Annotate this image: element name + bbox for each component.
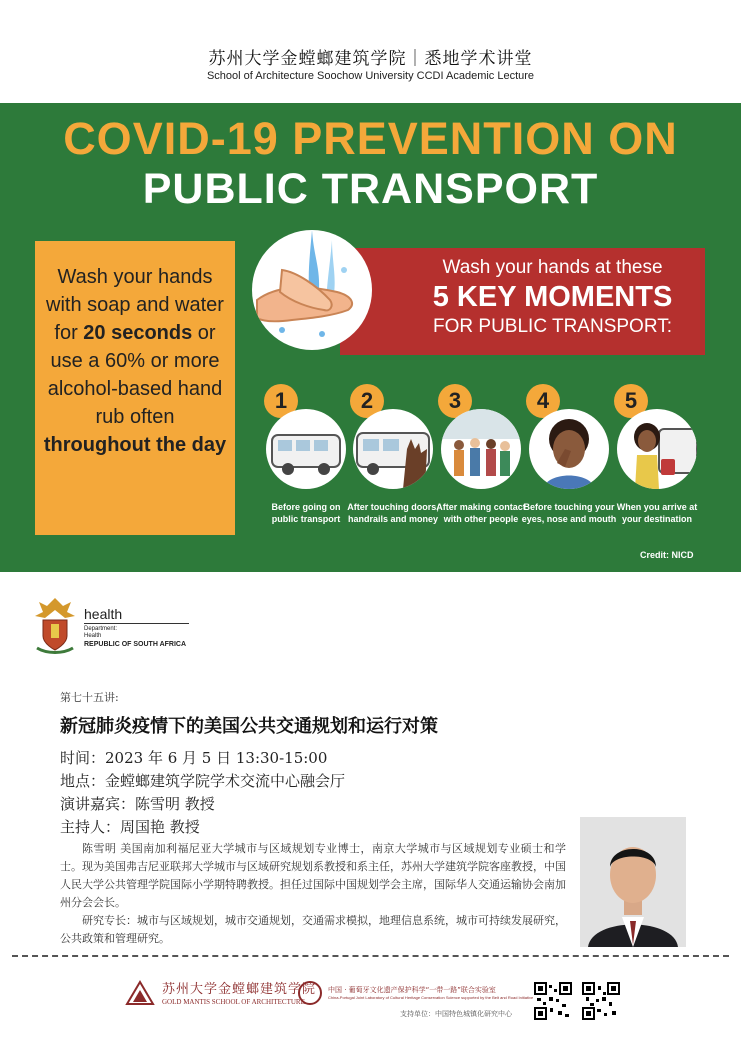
health-dept-line2: Health xyxy=(84,633,102,639)
support-unit: 支持单位：中国特色城镇化研究中心 xyxy=(400,1010,512,1018)
header-title-en: School of Architecture Soochow University CCDI Academic Lecture xyxy=(206,70,535,82)
step-1-label: Before going on public transport xyxy=(271,502,341,524)
health-dept-line1: Department: xyxy=(84,626,118,632)
qr-code-icon xyxy=(582,982,620,1020)
coat-of-arms-icon xyxy=(33,596,77,654)
bus-icon xyxy=(266,409,346,489)
speaker-bio: 陈雪明 美国南加利福尼亚大学城市与区域规划专业博士，南京大学城市与区域规划专业硕士和学士。现为美国弗吉尼亚联邦大学城市与区域研究规划系教授和系主任，苏州大学建筑学院客座教授，中国人民大学公共管理学院国际小学期特聘教授。担任过国际中国规划学会主席，国际华人交通运输协会南加州分会会长。 xyxy=(60,842,566,909)
poster-title-line1: COVID-19 PREVENTION ON xyxy=(63,113,678,164)
footer-divider xyxy=(12,955,729,957)
health-divider xyxy=(84,623,189,624)
step-4-label: Before touching your eyes, nose and mouth xyxy=(521,502,617,524)
school-emblem-icon xyxy=(125,980,155,1006)
moments-line1: Wash your hands at these xyxy=(442,257,663,278)
destination-icon xyxy=(617,409,697,489)
step-5-number: 5 xyxy=(614,384,648,418)
lecture-time: 时间：2023 年 6 月 5 日 13:30-15:00 xyxy=(60,749,328,767)
lecture-number: 第七十五讲: xyxy=(60,691,119,704)
lecture-place: 地点：金螳螂建筑学院学术交流中心融会厅 xyxy=(60,772,346,790)
wash-text-1: Wash your hands with soap and water for xyxy=(46,266,224,344)
step-4-number: 4 xyxy=(526,384,560,418)
poster-title-line2: PUBLIC TRANSPORT xyxy=(142,165,599,213)
lecture-host: 主持人：周国艳 教授 xyxy=(60,818,200,836)
key-moments-box xyxy=(340,248,705,355)
lab-name-cn: 中国 · 葡萄牙文化遗产保护科学“一带一路”联合实验室 xyxy=(328,986,496,994)
school-logo-cn: 苏州大学金螳螂建筑学院 xyxy=(162,982,317,997)
lab-name-en: China-Portugal Joint Laboratory of Cultural Heritage Conservation Science supported by the Belt and Road Initiative xyxy=(328,995,534,1000)
crowd-icon xyxy=(441,409,521,489)
qr-code-icon xyxy=(534,982,572,1020)
lecture-speaker: 演讲嘉宾：陈雪明 教授 xyxy=(60,795,215,813)
school-logo-en: GOLD MANTIS SCHOOL OF ARCHITECTURE xyxy=(162,998,305,1006)
step-2-number: 2 xyxy=(350,384,384,418)
step-3-number: 3 xyxy=(438,384,472,418)
face-touch-icon xyxy=(529,409,609,489)
bus-door-hand-icon xyxy=(353,409,433,489)
wash-text-4: throughout the day xyxy=(43,434,227,456)
credit-text: Credit: NICD xyxy=(640,550,694,560)
header-title-cn: 苏州大学金螳螂建筑学院｜悉地学术讲堂 xyxy=(208,49,533,69)
hand-washing-icon xyxy=(252,230,372,350)
health-dept xyxy=(84,626,117,640)
moments-line3: FOR PUBLIC TRANSPORT: xyxy=(433,316,672,337)
health-country: REPUBLIC OF SOUTH AFRICA xyxy=(84,641,187,648)
moments-line2: 5 KEY MOMENTS xyxy=(432,281,673,313)
covid-poster-banner xyxy=(0,103,741,572)
lab-seal-icon xyxy=(298,981,322,1005)
step-2-label: After touching doors, handrails and money xyxy=(347,502,439,524)
step-3-label: After making contact with other people xyxy=(436,502,526,524)
wash-hands-box xyxy=(35,241,235,535)
step-1-number: 1 xyxy=(264,384,298,418)
wash-text-3: or use a 60% or more alcohol-based hand rub often xyxy=(47,322,223,428)
health-logo-word: health xyxy=(84,606,123,622)
lecture-title: 新冠肺炎疫情下的美国公共交通规划和运行对策 xyxy=(60,716,438,737)
step-5-label: When you arrive at your destination xyxy=(616,502,698,524)
wash-text-2: 20 seconds xyxy=(83,322,193,344)
speaker-research: 研究专长：城市与区域规划，城市交通规划，交通需求模拟，地理信息系统，城市可持续发展研究，公共政策和管理研究。 xyxy=(60,914,566,945)
speaker-photo xyxy=(580,817,686,947)
